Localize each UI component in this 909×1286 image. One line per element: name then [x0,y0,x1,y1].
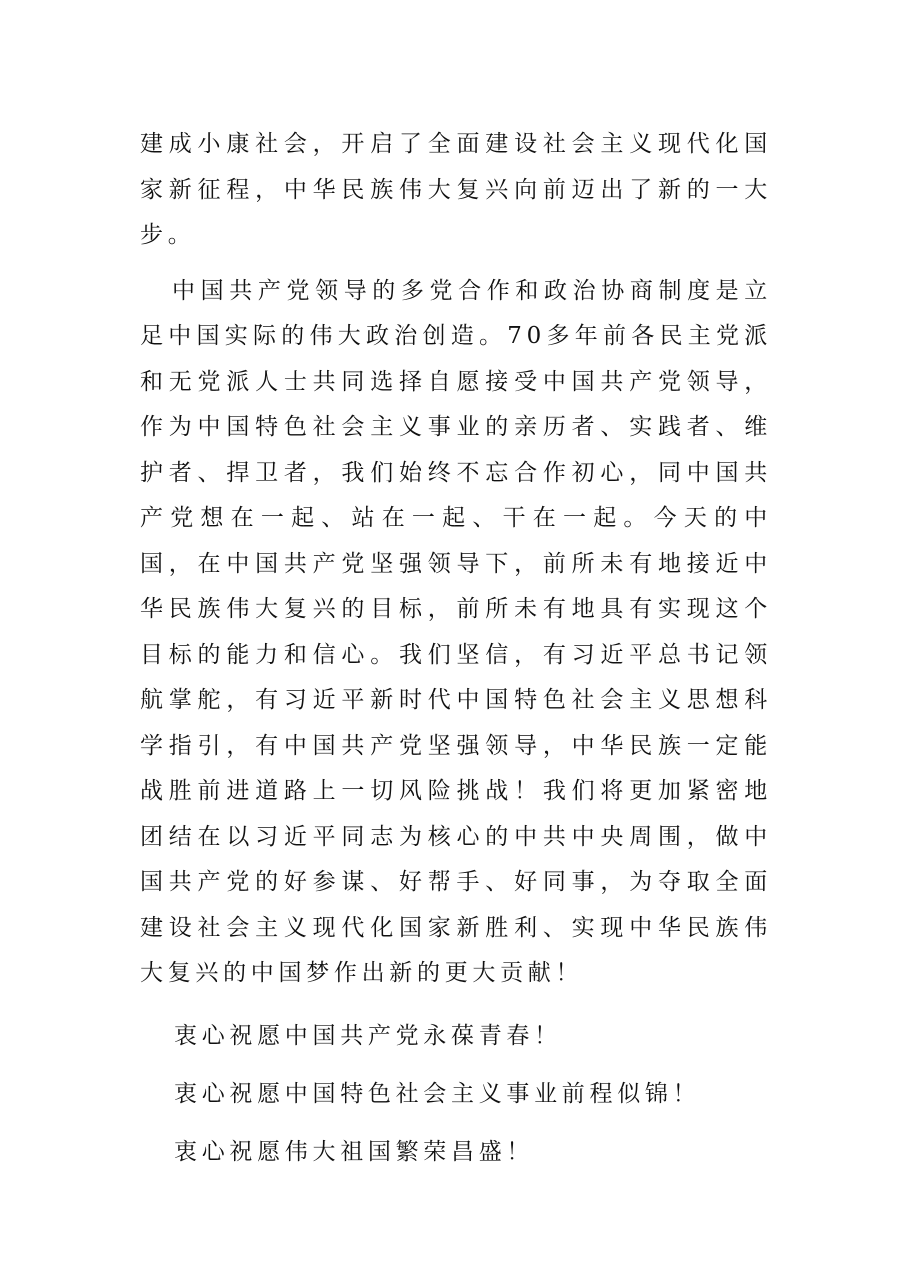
document-body [140,122,772,1181]
wish-line-motherland: 衷心祝愿伟大祖国繁荣昌盛！ [174,1138,535,1165]
paragraph-multiparty-cooperation: 中国共产党领导的多党合作和政治协商制度是立足中国实际的伟大政治创造。70多年前各民主党派和无党派人士共同选择自愿接受中国共产党领导，作为中国特色社会主义事业的亲历者、实践者、维护者、捍卫者，我们始终不忘合作初心，同中国共产党想在一起、站在一起、干在一起。今天的中国，在中国共产党坚强领导下，前所未有地接近中华民族伟大复兴的目标，前所未有地具有实现这个目标的能力和信心。我们坚信，有习近平总书记领航掌舵，有习近平新时代中国特色社会主义思想科学指引，有中国共产党坚强领导，中华民族一定能战胜前进道路上一切风险挑战！我们将更加紧密地团结在以习近平同志为核心的中共中央周围，做中国共产党的好参谋、好帮手、好同事，为夺取全面建设社会主义现代化国家新胜利、实现中华民族伟大复兴的中国梦作出新的更大贡献！ [140,277,772,986]
wish-line-party: 衷心祝愿中国共产党永葆青春！ [174,1022,562,1049]
paragraph-continuation: 建成小康社会，开启了全面建设社会主义现代化国家新征程，中华民族伟大复兴向前迈出了新的一大步。 [140,131,772,248]
wish-line-socialism: 衷心祝愿中国特色社会主义事业前程似锦！ [174,1080,701,1107]
